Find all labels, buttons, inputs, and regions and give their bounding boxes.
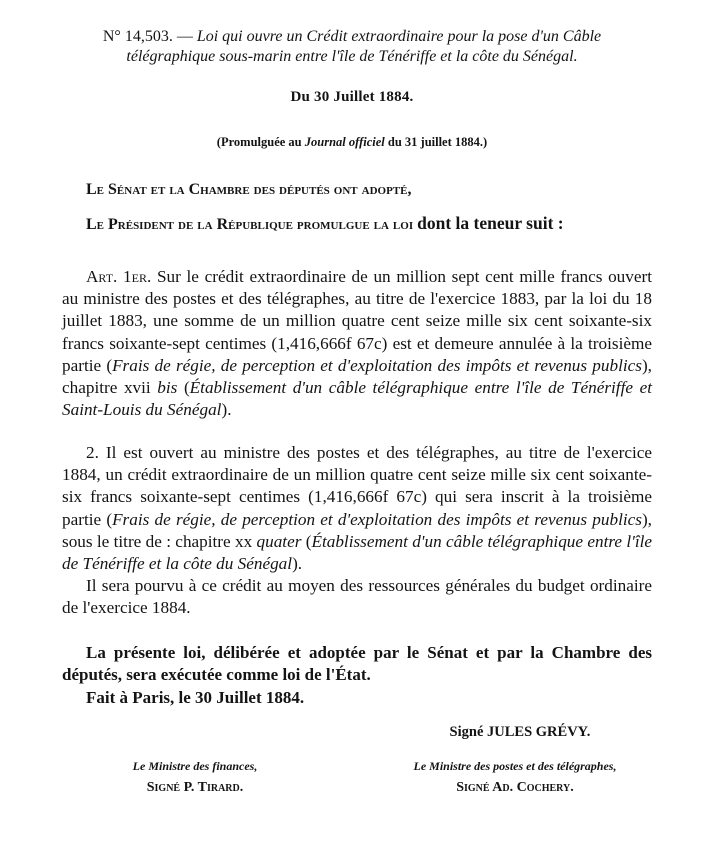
article-1-text-a: Sur le crédit extraordinaire de un million sept cent mille francs ouvert au ministre des postes et des télégraphes, au titre de l'exercice 1883, par la loi du 18 juillet 1883, une somme de un million quatre cent seize mille six cent soixante-six francs soixante-sept centimes (1,416,666f 67c) est et demeure annulée à la troisième partie (: [62, 267, 652, 375]
preamble-president: [62, 212, 652, 236]
article-2-italic-b: quater: [256, 531, 302, 551]
preamble-senat: Le Sénat et la Chambre des députés ont adopté,: [86, 181, 412, 198]
law-title-line2: télégraphique sous-marin entre l'île de Ténériffe et la côte du Sénégal.: [126, 48, 578, 65]
preamble-president-rest: dont la teneur suit :: [417, 213, 564, 233]
article-2: [62, 442, 652, 575]
signature-president: Signé JULES GRÉVY.: [449, 724, 591, 740]
signature-finances-name: Signé P. Tirard.: [146, 780, 244, 795]
closing-presente: La présente loi, délibérée et adoptée par le Sénat et par la Chambre des députés, sera exécutée comme loi de l'État.: [62, 643, 652, 685]
article-1-italic-b: bis: [157, 378, 178, 398]
law-title: [40, 27, 664, 67]
promulgation-prefix: (Promulguée au: [216, 135, 302, 149]
closing-fait: Fait à Paris, le 30 Juillet 1884.: [86, 688, 305, 707]
signature-postes: [385, 755, 645, 799]
article-1: [62, 266, 652, 421]
signature-finances: [95, 755, 295, 799]
article-2-italic-a: Frais de régie, de perception et d'exploitation des impôts et revenus publics: [112, 509, 642, 529]
law-number: N° 14,503. —: [102, 28, 193, 45]
preamble-president-caps: Le Président de la République promulgue la loi: [86, 216, 414, 233]
article-1-text-b: ), chapitre xvii: [62, 355, 652, 398]
law-date: Du 30 Juillet 1884.: [290, 89, 414, 105]
article-2-text-c: (: [301, 531, 312, 551]
article-1-italic-a: Frais de régie, de perception et d'exploitation des impôts et revenus publics: [112, 355, 642, 375]
signature-postes-title: Le Ministre des postes et des télégraphes,: [413, 759, 617, 773]
article-2-text-a: 2. Il est ouvert au ministre des postes et des télégraphes, au titre de l'exercice 1884, un crédit extraordinaire de un million quatre cent seize mille six cent soixante-six francs soixante-sept centimes (1,416,666f 67c) qui sera inscrit à la troisième partie (: [62, 443, 652, 529]
signature-postes-name: Signé Ad. Cochery.: [456, 780, 574, 795]
law-title-line1: Loi qui ouvre un Crédit extraordinaire pour la pose d'un Câble: [196, 28, 602, 45]
signature-finances-title: Le Ministre des finances,: [132, 759, 258, 773]
article-3: Il sera pourvu à ce crédit au moyen des ressources générales du budget ordinaire de l'exercice 1884.: [62, 576, 652, 618]
article-2-italic-c: Établissement d'un câble télégraphique entre l'île de Ténériffe et la côte du Sénégal: [62, 531, 652, 574]
article-1-text-c: (: [177, 378, 190, 398]
article-1-text-d: ).: [221, 400, 232, 420]
article-1-italic-c: Établissement d'un câble télégraphique entre l'île de Ténériffe et Saint-Louis du Sénégal: [62, 378, 652, 420]
article-2-text-d: ).: [292, 554, 303, 574]
article-2-text-b: ), sous le titre de : chapitre xx: [62, 509, 652, 551]
promulgation-journal: Journal officiel: [304, 135, 385, 149]
article-1-label: Art. 1er.: [86, 267, 152, 286]
promulgation-note: [0, 135, 704, 150]
promulgation-suffix: du 31 juillet 1884.): [387, 135, 488, 149]
